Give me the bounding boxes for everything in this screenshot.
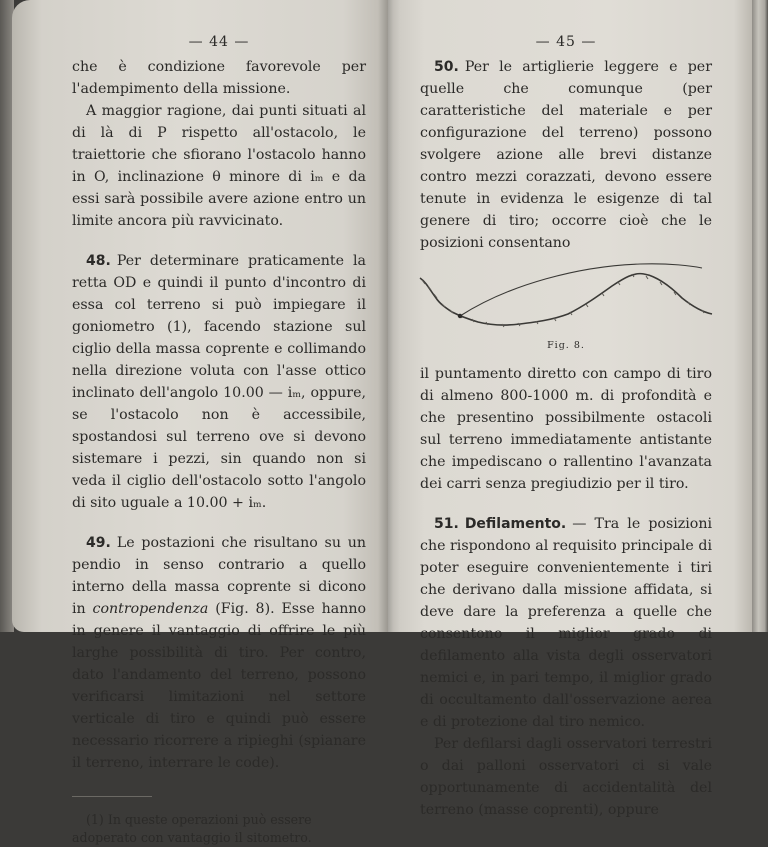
gun-position-marker	[458, 314, 462, 318]
section-48	[72, 250, 366, 514]
section-49	[72, 532, 366, 774]
section-51-title: Defilamento.	[464, 516, 567, 532]
figure-terrain-profile	[420, 262, 712, 334]
page-number-44: — 44 —	[188, 34, 250, 50]
section-51	[420, 513, 712, 733]
footnote: (1) In queste operazioni può essere adoperato con vantaggio il sitometro.	[72, 812, 312, 845]
footnote-rule	[72, 796, 152, 797]
right-page	[388, 0, 752, 818]
paragraph-continuation: che è condizione favorevole per l'adempimento della missione.	[72, 59, 366, 97]
section-51-text: — Tra le posizioni che rispondono al requisito principale di poter eseguire convenientemente i tiri che derivano dalla missione affidata, si deve dare la preferenza a quelle che consentono il miglior grado di defilamento alla vista degli osservatori nemici e, in pari tempo, il miglior grado di occultamento dall'osservazione aerea e di protezione dal tiro nemico.	[420, 516, 712, 730]
section-49-text-b: (Fig. 8). Esse hanno in genere il vantaggio di offrire le più larghe possibilità di tiro. Per contro, dato l'andamento del terreno, possono verificarsi limitazioni nel settore verticale di tiro e quindi può essere necessario ricorrere a ripieghi (spianare il terreno, interrare le code).	[72, 601, 367, 771]
section-50-continuation: il puntamento diretto con campo di tiro di almeno 800-1000 m. di profondità e che presentino possibilmente ostacoli sul terreno immediatamente antistante che impediscano o rallentino l'avanzata dei carri senza pregiudizio per il tiro.	[420, 366, 712, 492]
figure-caption: Fig. 8.	[547, 340, 585, 351]
trajectory-line	[460, 264, 702, 316]
section-49-emphasis: contropendenza	[92, 601, 209, 617]
section-49-number: 49.	[86, 535, 111, 551]
left-page	[12, 0, 388, 845]
paragraph-maggior-ragione: A maggior ragione, dai punti situati al di là di P rispetto all'ostacolo, le traiettorie che sfiorano l'ostacolo hanno in O, inclinazione θ minore di iₘ e da essi sarà possibile avere azione entro un limite ancora più ravvicinato.	[72, 103, 366, 229]
page-block-edge	[752, 0, 768, 632]
section-48-number: 48.	[86, 253, 111, 269]
section-49-text-a: Le postazioni che risultano su un pendio in senso contrario a quello interno della massa coprente si dicono in	[72, 535, 366, 617]
section-51-number: 51.	[434, 516, 459, 532]
section-50-number: 50.	[434, 59, 459, 75]
section-50-text: Per le artiglierie leggere e per quelle che comunque (per caratteristiche del materiale e per configurazione del terreno) possono svolgere azione alle brevi distanze contro mezzi corazzati, devono essere tenute in evidenza le esigenze di tal genere di tiro; occorre cioè che le posizioni consentano	[420, 59, 712, 251]
terrain-line	[420, 274, 712, 325]
section-48-text: Per determinare praticamente la retta OD e quindi il punto d'incontro di essa col terreno si può impiegare il goniometro (1), facendo stazione sul ciglio della massa coprente e collimando nella direzione voluta con l'asse ottico inclinato dell'angolo 10.00 — iₘ, oppure, se l'ostacolo non è accessibile, spostandosi sul terreno ove si devono sistemare i pezzi, sin quando non si veda il ciglio dell'ostacolo sotto l'angolo di sito uguale a 10.00 + iₘ.	[72, 253, 366, 511]
section-50	[420, 56, 712, 254]
section-51-paragraph-2: Per defilarsi dagli osservatori terrestri o dai palloni osservatori ci si vale opportunamente di accidentalità del terreno (masse coprenti), oppure	[420, 736, 712, 818]
page-number-45: — 45 —	[535, 34, 597, 50]
